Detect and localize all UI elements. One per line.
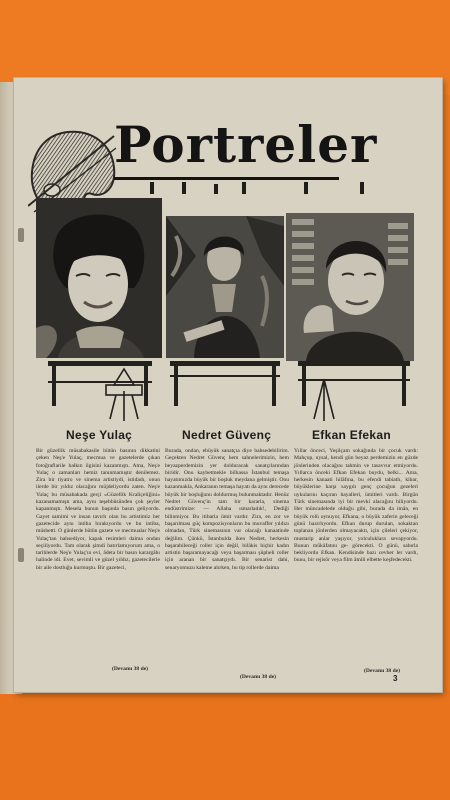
- staple: [18, 228, 24, 242]
- article-text-2: Burada, ondan, ebüyük sanatçıa diye bahsedebilirim. Geçekten Nedret Güvenç hem sahnelerimizin, hem beyazperdemizin yer dolduracak sanatçılarından biridir. Onu kaybetmekle bilhassa İstanbul temaşa hayatımızda büyük bir boşluk meydana gelmiştir. Onu kazanmakla, Ankaranın temaşa hayatı da aynı derecede büyük bir boşluğunu doldurmuş bulunmaktadır. Henüz Nedret Güvenç'in tam bir kararla, sinema endüstrimize: — Allaha ısmarladık!, Dediği bilinmiyor. Bu itibarla ümit vardır. Zira, en zor ve başarılması güç kompozisyonların bu muvaffer yıldızı olmadan, Türk sinemasının var olacağı kanaatinde değilim. Çünkü, İstanbulda iken Nedret, herkesin başarabileceği roller için değil, bilâkis hiçbir kadın artistin başaramayacağı veya başarması şüpheli roller için aranan bir sanatçıydı. Bir senarist dahi, senaryomuzu kaleme alırken, bu tip rollerde daima: [165, 448, 289, 571]
- staple: [18, 548, 24, 562]
- magazine-page: [14, 78, 442, 692]
- article-text-1: Bir güzellik müsabakasile bütün basının dikkatini çeken Neş'e Yulaç, mecmua ve gazetelerde çıkan fotoğraflarile halkın ilgisini kazanmıştı. Ama, Neş'e Yulaç o zamanları hemiz tanınmamıştır denilemez. Zira bir tiyatro ve sinema artistiydi, istidadı, onun ilerde bir yıldız olacağını müjdeliyordu zaten. Neş'e Yulaç bu müsabakada gerçi «Güzellik Kraliçeliğini» kazanamamıştı ama, aynı teşebbüsünden çok şeyler kapanmıştı. Mesela bunun başında basın geliyordu. Gayet samimi ve insan tavırlı olan bu artistimiz her gazetecide aynı intiba bırakıyordu ve bu intiba, müsbetti. O günlerde bütün gazete ve mecmualar Neş'e Yulaç'tan bahsediyor, kapak resimleri daima ondan seçiliyordu. Tam olarak şimdi hatırlamıyorum ama, o tarihlerde Neş'e Yulaç'ın evi, âdeta bir basın karargâhı halinde idi. Evet, sevimli ve güzel yıldız, gazetecilerle bir aile dostluğu kurmuştu. Bir gazeteci,: [36, 448, 160, 571]
- article-name-3: Efkan Efekan: [312, 428, 391, 442]
- continued-note-3: (Devamı 38 de): [364, 668, 401, 674]
- title-underline: [114, 177, 339, 180]
- easel-drawing: [44, 361, 156, 423]
- continued-note-1: (Devamı 38 de): [112, 666, 149, 672]
- page-title: Portreler: [114, 115, 378, 174]
- article-name-1: Neşe Yulaç: [66, 428, 133, 442]
- easel-drawing: [294, 361, 414, 423]
- page-number: 3: [393, 674, 398, 683]
- article-text-3: Yıllar önceci, Yeşilçam sokağında bir çocuk vardı: Mahçup, uysal, kendi gün beyaz perdemizin en güzde jönlerinden olacağını tahmin ve tasavvur etmiyordu. Yıllarca önceki Efkan Efekan buydu, belki... Ama, herkesin kanaati hilâfına, bu efendi tabiatlı, kibar, büyüklerine karşı saygılı genç çocuğun gezeleri uykularını kaçıran hayalleri, ümitleri vardı. Birgün Türk sinemasında iyi bir mevki alacağını biliyordu. Her müncadelede olduğu gibi, burada da imân, en büyük rolü oynuyor, Efkana, o büyük zaferin geleceği günü hazırlıyordu. Efkan durup durulan, sokaktan toplanan jönlerden olmayacaktı, için çileleri çekiyor, mustarip anlar yaşıyor, yolculuklara sevapyordu. Bunun mükâfatını ge- görecekti. O günü, sabırla bekliyordu Efkan. Kendisinde bazı cevher ler vardı, bunu, bir rejisör veya film âmili elbette keşfedecekti.: [294, 448, 418, 564]
- orange-background-bottom: [0, 690, 450, 800]
- portrait-photo-nedret-guvenc: [166, 216, 284, 358]
- easel-drawing: [166, 361, 284, 423]
- article-name-2: Nedret Güvenç: [182, 428, 272, 442]
- portrait-photo-efkan-efekan: [286, 213, 414, 361]
- portrait-photo-nese-yulac: [36, 198, 162, 358]
- continued-note-2: (Devamı 38 de): [240, 674, 277, 680]
